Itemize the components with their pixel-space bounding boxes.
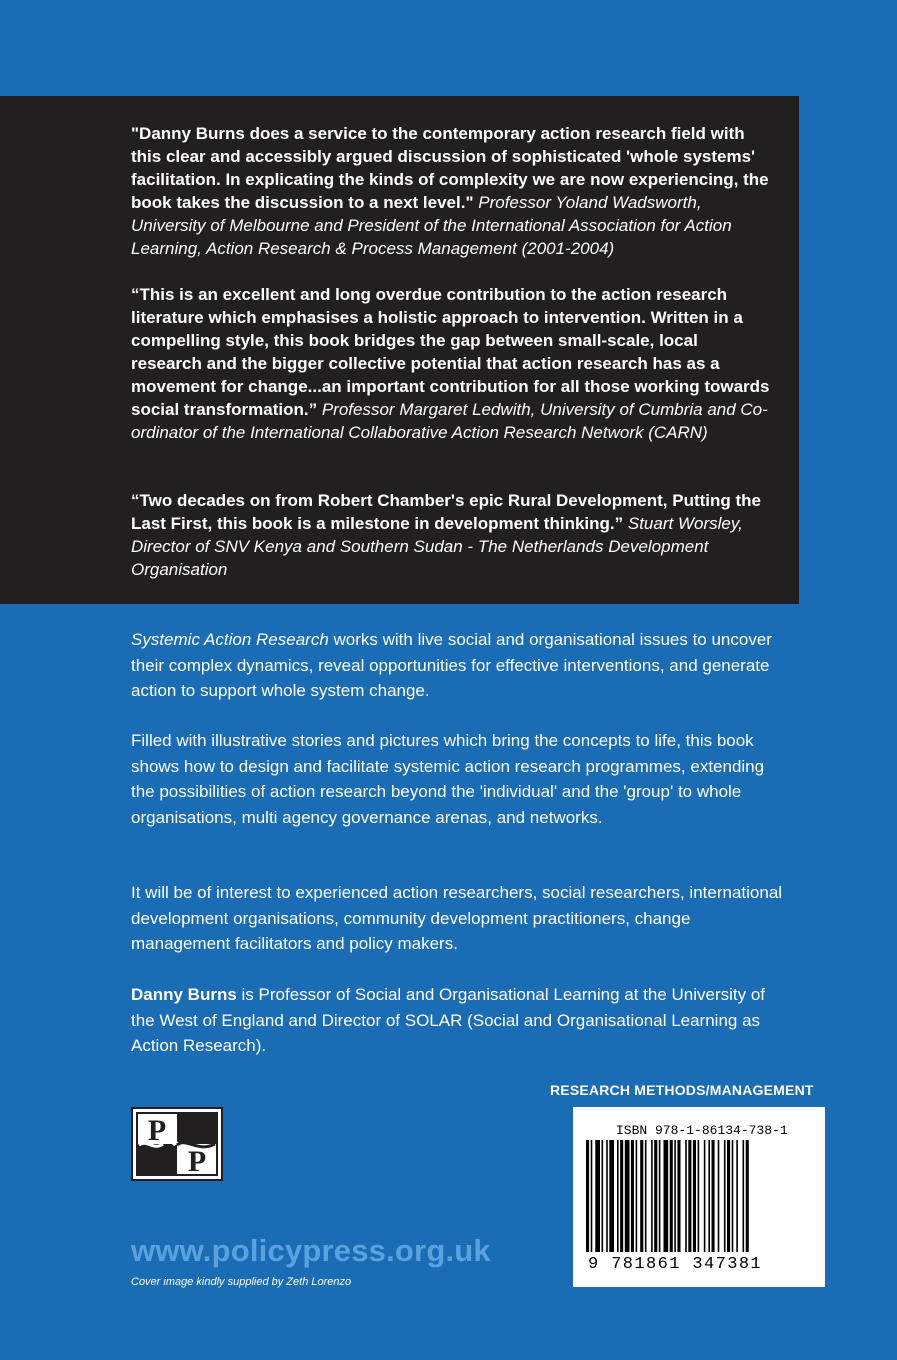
description-paragraph-3: It will be of interest to experienced action researchers, social researchers, international development organisations, community development practitioners, change management facilitators and policy makers. bbox=[131, 883, 783, 953]
author-bio bbox=[131, 982, 791, 1059]
quote-attribution: Professor Margaret Ledwith, University of Cumbria and Co-ordinator of the International Collaborative Action Research Network (CARN) bbox=[131, 400, 768, 442]
barcode-bar bbox=[606, 1140, 608, 1252]
barcode-bar bbox=[698, 1140, 700, 1252]
endorsement-quote-1 bbox=[131, 122, 771, 260]
barcode-bar bbox=[664, 1140, 669, 1252]
barcode-bar bbox=[718, 1140, 720, 1252]
paragraph-text: works with live social and organisational issues to uncover their complex dynamics, reveal opportunities for effective interventions, and generate action to support whole system change. bbox=[131, 630, 772, 700]
barcode-bar bbox=[685, 1140, 687, 1252]
barcode-bar bbox=[651, 1140, 653, 1252]
barcode-bar bbox=[704, 1140, 706, 1252]
barcode-bar bbox=[724, 1140, 726, 1252]
barcode-bar bbox=[617, 1140, 619, 1252]
barcode-bar bbox=[636, 1140, 638, 1252]
barcode-bar bbox=[688, 1140, 691, 1252]
endorsement-quote-3 bbox=[131, 489, 771, 581]
publisher-website[interactable]: www.policypress.org.uk bbox=[131, 1233, 491, 1268]
book-title: Systemic Action Research bbox=[131, 630, 329, 649]
barcode-bar bbox=[620, 1140, 623, 1252]
barcode-bar bbox=[693, 1140, 696, 1252]
barcode-bar bbox=[640, 1140, 643, 1252]
barcode-bar bbox=[659, 1140, 661, 1252]
barcode-bar bbox=[591, 1140, 593, 1252]
cover-image-credit: Cover image kindly supplied by Zeth Lorenzo bbox=[131, 1276, 352, 1288]
barcode-bar bbox=[732, 1140, 734, 1252]
quote-text: “Two decades on from Robert Chamber's epic Rural Development, Putting the Last First, this book is a milestone in development thinking.” bbox=[131, 491, 761, 533]
barcode-bar bbox=[625, 1140, 630, 1252]
description-paragraph-1 bbox=[131, 627, 791, 704]
quote-text: “This is an excellent and long overdue contribution to the action research literature which emphasises a holistic approach to intervention. Written in a compelling style, this book bridges the gap between small-scale, local research and the bigger collective potential that action research has as a movement for change...an important contribution for all those working towards social transformation.” bbox=[131, 285, 770, 419]
author-name: Danny Burns bbox=[131, 985, 237, 1004]
publisher-logo-icon bbox=[133, 1109, 221, 1179]
barcode-bar bbox=[674, 1140, 676, 1252]
isbn-label: ISBN 978-1-86134-738-1 bbox=[616, 1123, 788, 1138]
barcode-bar bbox=[609, 1140, 614, 1252]
endorsement-quote-2 bbox=[131, 283, 771, 444]
barcode-bar bbox=[645, 1140, 647, 1252]
quote-text: "Danny Burns does a service to the contemporary action research field with this clear and accessibly argued discussion of sophisticated 'whole systems' facilitation. In explicating the kinds of complexity we are now experiencing, the book takes the discussion to a next level." bbox=[131, 124, 769, 212]
quote-attribution: Stuart Worsley, Director of SNV Kenya and Southern Sudan - The Netherlands Development Organisation bbox=[131, 514, 743, 579]
quote-attribution: Professor Yoland Wadsworth, University of Melbourne and President of the International Association for Action Learning, Action Research & Process Management (2001-2004) bbox=[131, 193, 732, 258]
barcode-bar bbox=[586, 1140, 589, 1252]
author-bio-text: is Professor of Social and Organisational Learning at the University of the West of England and Director of SOLAR (Social and Organisational Learning as Action Research). bbox=[131, 985, 766, 1055]
logo-letter-bottom: P bbox=[187, 1145, 207, 1178]
barcode bbox=[586, 1140, 812, 1252]
publisher-logo bbox=[131, 1107, 223, 1181]
barcode-digits: 9 781861 347381 bbox=[588, 1255, 763, 1274]
barcode-bar bbox=[708, 1140, 710, 1252]
barcode-bar bbox=[712, 1140, 715, 1252]
barcode-bar bbox=[602, 1140, 604, 1252]
barcode-bar bbox=[746, 1140, 749, 1252]
barcode-bar bbox=[736, 1140, 738, 1252]
barcode-bar bbox=[654, 1140, 657, 1252]
barcode-bar bbox=[595, 1140, 600, 1252]
barcode-bar bbox=[743, 1140, 745, 1252]
barcode-bar bbox=[677, 1140, 680, 1252]
category-label: RESEARCH METHODS/MANAGEMENT bbox=[550, 1082, 814, 1098]
description-paragraph-2: Filled with illustrative stories and pictures which bring the concepts to life, this book shows how to design and facilitate systemic action research programmes, extending the possibilities of action research beyond the 'individual' and the 'group' to whole organisations, multi agency governance arenas, and networks. bbox=[131, 731, 765, 827]
barcode-bar bbox=[670, 1140, 673, 1252]
logo-letter-top: P bbox=[147, 1114, 167, 1147]
barcode-bar bbox=[631, 1140, 634, 1252]
barcode-bar bbox=[727, 1140, 730, 1252]
